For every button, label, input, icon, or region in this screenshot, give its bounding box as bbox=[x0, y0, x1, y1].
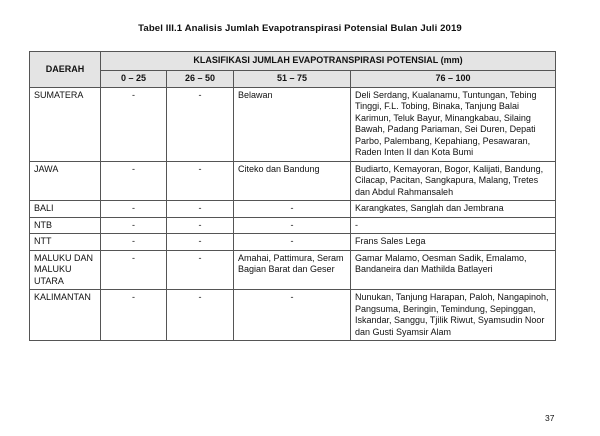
evapotranspiration-table bbox=[29, 51, 556, 341]
header-classification: KLASIFIKASI JUMLAH EVAPOTRANSPIRASI POTENSIAL (mm) bbox=[101, 52, 556, 71]
region-cell: NTB bbox=[30, 217, 101, 234]
range-3-cell: - bbox=[234, 217, 351, 234]
header-range-2: 26 – 50 bbox=[167, 71, 234, 88]
range-2-cell: - bbox=[167, 290, 234, 341]
range-1-cell: - bbox=[101, 234, 167, 251]
region-cell: NTT bbox=[30, 234, 101, 251]
range-1-cell: - bbox=[101, 250, 167, 290]
region-cell: JAWA bbox=[30, 161, 101, 201]
range-4-cell: Budiarto, Kemayoran, Bogor, Kalijati, Bandung, Cilacap, Pacitan, Sangkapura, Malang, Tretes dan Abdul Rahmansaleh bbox=[351, 161, 556, 201]
range-4-cell: Frans Sales Lega bbox=[351, 234, 556, 251]
header-range-3: 51 – 75 bbox=[234, 71, 351, 88]
region-cell: KALIMANTAN bbox=[30, 290, 101, 341]
table-title: Tabel III.1 Analisis Jumlah Evapotranspirasi Potensial Bulan Juli 2019 bbox=[138, 23, 462, 34]
table-row bbox=[30, 250, 556, 290]
range-2-cell: - bbox=[167, 161, 234, 201]
range-3-cell: - bbox=[234, 290, 351, 341]
region-cell: BALI bbox=[30, 201, 101, 218]
table-row bbox=[30, 234, 556, 251]
range-2-cell: - bbox=[167, 250, 234, 290]
range-3-cell: Amahai, Pattimura, Seram Bagian Barat dan Geser bbox=[234, 250, 351, 290]
range-3-cell: Citeko dan Bandung bbox=[234, 161, 351, 201]
range-2-cell: - bbox=[167, 217, 234, 234]
range-1-cell: - bbox=[101, 217, 167, 234]
range-4-cell: Gamar Malamo, Oesman Sadik, Emalamo, Bandaneira dan Mathilda Batlayeri bbox=[351, 250, 556, 290]
range-3-cell: Belawan bbox=[234, 87, 351, 161]
range-3-cell: - bbox=[234, 234, 351, 251]
range-1-cell: - bbox=[101, 201, 167, 218]
range-4-cell: Nunukan, Tanjung Harapan, Paloh, Nangapinoh, Pangsuma, Beringin, Temindung, Sepinggan, Iskandar, Sanggu, Tjilik Riwut, Syamsudin Noor dan Gusti Syamsir Alam bbox=[351, 290, 556, 341]
range-1-cell: - bbox=[101, 161, 167, 201]
range-2-cell: - bbox=[167, 87, 234, 161]
table-row bbox=[30, 290, 556, 341]
range-4-cell: - bbox=[351, 217, 556, 234]
range-1-cell: - bbox=[101, 290, 167, 341]
range-1-cell: - bbox=[101, 87, 167, 161]
table-row bbox=[30, 201, 556, 218]
table-row bbox=[30, 87, 556, 161]
range-4-cell: Karangkates, Sanglah dan Jembrana bbox=[351, 201, 556, 218]
header-range-1: 0 – 25 bbox=[101, 71, 167, 88]
range-2-cell: - bbox=[167, 234, 234, 251]
header-range-4: 76 – 100 bbox=[351, 71, 556, 88]
table-row bbox=[30, 161, 556, 201]
header-region: DAERAH bbox=[30, 52, 101, 88]
region-cell: SUMATERA bbox=[30, 87, 101, 161]
range-4-cell: Deli Serdang, Kualanamu, Tuntungan, Tebing Tinggi, F.L. Tobing, Binaka, Tanjung Balai Karimun, Teluk Bayur, Minangkabau, Silaing Bawah, Padang Pariaman, Sei Duren, Depati Parbo, Palembang, Kepahiang, Pesawaran, Raden Inten II dan Kota Bumi bbox=[351, 87, 556, 161]
region-cell: MALUKU DAN MALUKU UTARA bbox=[30, 250, 101, 290]
table-row bbox=[30, 217, 556, 234]
range-3-cell: - bbox=[234, 201, 351, 218]
range-2-cell: - bbox=[167, 201, 234, 218]
page-number: 37 bbox=[545, 413, 555, 423]
